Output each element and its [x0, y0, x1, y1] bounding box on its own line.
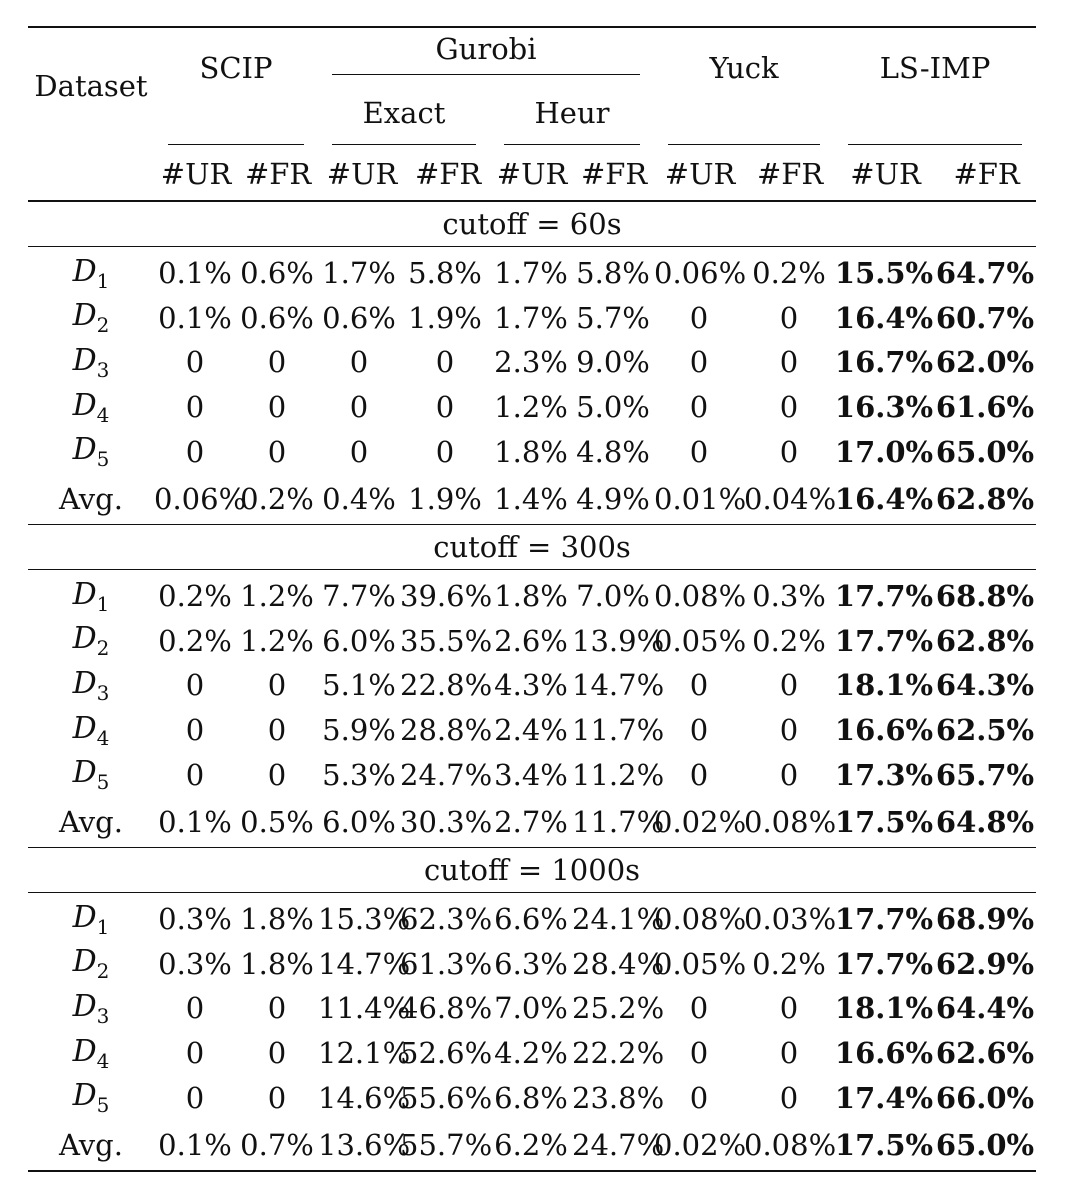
dataset-symbol: D [72, 298, 97, 334]
dataset-symbol: D [72, 755, 97, 791]
yuck-ur-header: #UR [664, 157, 736, 191]
value-cell: 5.0% [576, 390, 650, 425]
avg-value-cell: 0.1% [158, 1127, 232, 1162]
value-cell: 35.5% [400, 623, 493, 658]
value-cell: 0 [779, 668, 799, 703]
value-cell: 14.7% [318, 946, 411, 981]
dataset-symbol: D [72, 432, 97, 468]
value-cell: 62.0% [935, 345, 1035, 380]
value-cell: 4.3% [494, 668, 568, 703]
value-cell: 0 [267, 1080, 287, 1115]
dataset-symbol: D [72, 899, 97, 935]
header-exact-label: Exact [362, 96, 446, 130]
value-cell: 61.3% [400, 946, 493, 981]
value-cell: 28.4% [572, 946, 665, 981]
value-cell: 0.2% [158, 623, 232, 658]
value-cell: 4.2% [494, 1036, 568, 1071]
value-cell: 0 [185, 757, 205, 792]
avg-value-cell: 24.7% [572, 1127, 665, 1162]
dataset-subscript: 2 [96, 959, 110, 984]
value-cell: 16.6% [834, 1036, 934, 1071]
value-cell: 0 [689, 1036, 709, 1071]
value-cell: 0 [267, 991, 287, 1026]
heur-fr-header: #FR [580, 157, 648, 191]
dataset-symbol: D [72, 988, 97, 1024]
value-cell: 28.8% [400, 713, 493, 748]
header-dataset: Dataset [34, 69, 148, 103]
value-cell: 0.05% [654, 623, 747, 658]
avg-value-cell: 55.7% [400, 1127, 493, 1162]
dataset-subscript: 1 [96, 268, 110, 293]
value-cell: 5.8% [576, 256, 650, 291]
value-cell: 0.6% [322, 300, 396, 335]
dataset-name-cell [28, 296, 154, 341]
value-cell: 0 [185, 991, 205, 1026]
value-cell: 65.7% [935, 757, 1035, 792]
table-row [28, 429, 1036, 474]
value-cell: 0 [779, 991, 799, 1026]
heur-ur-header: #UR [496, 157, 568, 191]
avg-value-cell: 0.7% [240, 1127, 314, 1162]
dataset-symbol: D [72, 1033, 97, 1069]
value-cell: 0 [435, 390, 455, 425]
value-cell: 5.8% [408, 256, 482, 291]
table-row [28, 1075, 1036, 1120]
section-header-row [28, 524, 1036, 569]
value-cell: 11.7% [572, 713, 665, 748]
dataset-subscript: 5 [96, 770, 110, 795]
value-cell: 0.3% [158, 902, 232, 937]
value-cell: 7.0% [576, 579, 650, 614]
value-cell: 46.8% [400, 991, 493, 1026]
value-cell: 5.1% [322, 668, 396, 703]
value-cell: 0 [185, 390, 205, 425]
value-cell: 0 [779, 434, 799, 469]
value-cell: 17.7% [834, 946, 934, 981]
value-cell: 18.1% [834, 991, 934, 1026]
average-row [28, 474, 1036, 525]
value-cell: 1.2% [240, 579, 314, 614]
table-row [28, 569, 1036, 618]
lsimp-ur-header: #UR [850, 157, 921, 191]
value-cell: 64.7% [935, 256, 1035, 291]
value-cell: 16.4% [834, 300, 934, 335]
value-cell: 25.2% [572, 991, 665, 1026]
dataset-name-cell [28, 942, 154, 987]
dataset-symbol: D [72, 253, 97, 289]
table-row [28, 942, 1036, 987]
value-cell: 0 [267, 713, 287, 748]
avg-value-cell: 17.5% [834, 804, 934, 839]
dataset-subscript: 3 [96, 357, 110, 382]
value-cell: 0 [779, 390, 799, 425]
value-cell: 0 [779, 345, 799, 380]
value-cell: 7.7% [322, 579, 396, 614]
avg-value-cell: 6.2% [494, 1127, 568, 1162]
results-table [28, 26, 1036, 1172]
table-row [28, 385, 1036, 430]
dataset-symbol: D [72, 665, 97, 701]
avg-value-cell: 65.0% [935, 1127, 1035, 1162]
dataset-subscript: 3 [96, 680, 110, 705]
avg-value-cell: 0.04% [744, 481, 837, 516]
value-cell: 6.8% [494, 1080, 568, 1115]
value-cell: 0 [689, 434, 709, 469]
value-cell: 0 [185, 713, 205, 748]
dataset-name-cell [28, 429, 154, 474]
value-cell: 0 [689, 713, 709, 748]
value-cell: 62.3% [400, 902, 493, 937]
avg-value-cell: 0.02% [654, 1127, 747, 1162]
header-gurobi [318, 27, 654, 82]
dataset-name-cell [28, 247, 154, 296]
value-cell: 16.7% [834, 345, 934, 380]
value-cell: 62.8% [935, 623, 1035, 658]
dataset-subscript: 4 [96, 402, 110, 427]
heur-subheaders [490, 144, 654, 201]
value-cell: 0.3% [752, 579, 826, 614]
value-cell: 12.1% [318, 1036, 411, 1071]
avg-value-cell: 0.1% [158, 804, 232, 839]
avg-value-cell: 30.3% [400, 804, 493, 839]
average-row [28, 1120, 1036, 1171]
dataset-symbol: D [72, 944, 97, 980]
dataset-subscript: 1 [96, 914, 110, 939]
scip-subheaders [154, 144, 318, 201]
table-row [28, 892, 1036, 941]
value-cell: 0 [185, 668, 205, 703]
lsimp-fr-header: #FR [953, 157, 1020, 191]
dataset-subscript: 4 [96, 1048, 110, 1073]
value-cell: 0 [349, 390, 369, 425]
value-cell: 11.4% [318, 991, 411, 1026]
avg-value-cell: 2.7% [494, 804, 568, 839]
dataset-symbol: D [72, 342, 97, 378]
header-yuck [654, 27, 834, 144]
value-cell: 1.7% [322, 256, 396, 291]
avg-value-cell: 17.5% [834, 1127, 934, 1162]
value-cell: 0 [267, 1036, 287, 1071]
value-cell: 0.3% [158, 946, 232, 981]
dataset-subscript: 2 [96, 313, 110, 338]
value-cell: 0.2% [752, 946, 826, 981]
value-cell: 0 [689, 757, 709, 792]
header-spacer [28, 144, 154, 201]
avg-value-cell: 0.01% [654, 481, 747, 516]
header-heur-label: Heur [534, 96, 610, 130]
avg-value-cell: 13.6% [318, 1127, 411, 1162]
value-cell: 62.9% [935, 946, 1035, 981]
dataset-name-cell [28, 986, 154, 1031]
dataset-name-cell [28, 752, 154, 797]
value-cell: 15.5% [834, 256, 934, 291]
dataset-symbol: D [72, 576, 97, 612]
value-cell: 52.6% [400, 1036, 493, 1071]
value-cell: 22.8% [400, 668, 493, 703]
value-cell: 0.1% [158, 300, 232, 335]
table-row [28, 708, 1036, 753]
value-cell: 0 [689, 390, 709, 425]
value-cell: 0.03% [744, 902, 837, 937]
value-cell: 0 [689, 300, 709, 335]
avg-value-cell: 16.4% [834, 481, 934, 516]
value-cell: 5.3% [322, 757, 396, 792]
avg-label: Avg. [59, 804, 123, 839]
value-cell: 68.9% [935, 902, 1035, 937]
table-row [28, 619, 1036, 664]
value-cell: 61.6% [935, 390, 1035, 425]
avg-value-cell: 6.0% [322, 804, 396, 839]
avg-value-cell: 64.8% [935, 804, 1035, 839]
value-cell: 0.1% [158, 256, 232, 291]
value-cell: 0.6% [240, 300, 314, 335]
value-cell: 5.9% [322, 713, 396, 748]
dataset-name-cell [28, 663, 154, 708]
avg-label: Avg. [59, 481, 123, 516]
dataset-name-cell [28, 569, 154, 618]
section-header-row [28, 201, 1036, 247]
dataset-subscript: 5 [96, 447, 110, 472]
dataset-name-cell [28, 385, 154, 430]
section-label: cutoff = 1000s [423, 852, 641, 887]
avg-value-cell: 0.02% [654, 804, 747, 839]
value-cell: 0 [779, 1036, 799, 1071]
section-header-row [28, 847, 1036, 892]
value-cell: 24.7% [400, 757, 493, 792]
value-cell: 17.7% [834, 579, 934, 614]
value-cell: 62.6% [935, 1036, 1035, 1071]
dataset-name-cell [28, 1031, 154, 1076]
value-cell: 64.4% [935, 991, 1035, 1026]
value-cell: 0.6% [240, 256, 314, 291]
avg-label: Avg. [59, 1127, 123, 1162]
dataset-symbol: D [72, 387, 97, 423]
table-row [28, 296, 1036, 341]
dataset-name-cell [28, 619, 154, 664]
value-cell: 13.9% [572, 623, 665, 658]
header-exact [318, 82, 490, 144]
value-cell: 1.2% [494, 390, 568, 425]
avg-value-cell: 4.9% [576, 481, 650, 516]
value-cell: 0 [779, 300, 799, 335]
value-cell: 6.3% [494, 946, 568, 981]
lsimp-subheaders [834, 144, 1036, 201]
avg-value-cell: 0.08% [744, 804, 837, 839]
table-row [28, 752, 1036, 797]
value-cell: 0.2% [158, 579, 232, 614]
value-cell: 64.3% [935, 668, 1035, 703]
scip-ur-header: #UR [160, 157, 232, 191]
avg-value-cell: 1.9% [408, 481, 482, 516]
value-cell: 0 [779, 1080, 799, 1115]
value-cell: 2.4% [494, 713, 568, 748]
dataset-subscript: 2 [96, 636, 110, 661]
value-cell: 0 [267, 345, 287, 380]
value-cell: 7.0% [494, 991, 568, 1026]
value-cell: 0.2% [752, 256, 826, 291]
value-cell: 0.2% [752, 623, 826, 658]
avg-value-cell: 0.5% [240, 804, 314, 839]
value-cell: 15.3% [318, 902, 411, 937]
header-heur [490, 82, 654, 144]
value-cell: 0 [349, 434, 369, 469]
value-cell: 0 [689, 991, 709, 1026]
value-cell: 2.3% [494, 345, 568, 380]
value-cell: 0 [349, 345, 369, 380]
exact-subheaders [318, 144, 490, 201]
value-cell: 0 [435, 345, 455, 380]
value-cell: 0 [779, 757, 799, 792]
value-cell: 0 [689, 668, 709, 703]
value-cell: 0.05% [654, 946, 747, 981]
gurobi-cmidrule [332, 74, 640, 75]
value-cell: 1.7% [494, 256, 568, 291]
avg-value-cell: 62.8% [935, 481, 1035, 516]
value-cell: 5.7% [576, 300, 650, 335]
value-cell: 2.6% [494, 623, 568, 658]
value-cell: 1.9% [408, 300, 482, 335]
value-cell: 18.1% [834, 668, 934, 703]
avg-value-cell: 0.08% [744, 1127, 837, 1162]
dataset-symbol: D [72, 621, 97, 657]
value-cell: 0 [267, 390, 287, 425]
value-cell: 65.0% [935, 434, 1035, 469]
value-cell: 1.2% [240, 623, 314, 658]
value-cell: 11.2% [572, 757, 665, 792]
avg-value-cell: 11.7% [572, 804, 665, 839]
dataset-name-cell [28, 708, 154, 753]
value-cell: 17.0% [834, 434, 934, 469]
value-cell: 6.0% [322, 623, 396, 658]
section-label: cutoff = 300s [433, 529, 631, 564]
value-cell: 17.7% [834, 623, 934, 658]
header-scip-label: SCIP [199, 51, 273, 85]
value-cell: 0.06% [654, 256, 747, 291]
dataset-subscript: 4 [96, 725, 110, 750]
header-scip [154, 27, 318, 144]
table-row [28, 663, 1036, 708]
value-cell: 1.7% [494, 300, 568, 335]
header-lsimp-label: LS-IMP [879, 51, 991, 85]
avg-value-cell: 1.4% [494, 481, 568, 516]
value-cell: 0 [267, 668, 287, 703]
dataset-name-cell [28, 1075, 154, 1120]
table-body [28, 201, 1036, 1171]
header-yuck-label: Yuck [709, 51, 779, 85]
header-lsimp [834, 27, 1036, 144]
value-cell: 0 [185, 434, 205, 469]
dataset-subscript: 1 [96, 591, 110, 616]
value-cell: 39.6% [400, 579, 493, 614]
value-cell: 17.3% [834, 757, 934, 792]
value-cell: 9.0% [576, 345, 650, 380]
value-cell: 23.8% [572, 1080, 665, 1115]
value-cell: 55.6% [400, 1080, 493, 1115]
dataset-symbol: D [72, 1078, 97, 1114]
dataset-symbol: D [72, 710, 97, 746]
table-header [28, 27, 1036, 201]
value-cell: 0 [185, 345, 205, 380]
value-cell: 0 [185, 1036, 205, 1071]
value-cell: 1.8% [494, 434, 568, 469]
yuck-subheaders [654, 144, 834, 201]
value-cell: 0 [267, 757, 287, 792]
avg-value-cell: 0.06% [154, 481, 247, 516]
value-cell: 14.6% [318, 1080, 411, 1115]
dataset-name-cell [28, 340, 154, 385]
table-row [28, 986, 1036, 1031]
value-cell: 0 [267, 434, 287, 469]
value-cell: 0 [185, 1080, 205, 1115]
value-cell: 0 [435, 434, 455, 469]
value-cell: 22.2% [572, 1036, 665, 1071]
value-cell: 3.4% [494, 757, 568, 792]
table-row [28, 340, 1036, 385]
value-cell: 68.8% [935, 579, 1035, 614]
value-cell: 14.7% [572, 668, 665, 703]
value-cell: 16.3% [834, 390, 934, 425]
value-cell: 16.6% [834, 713, 934, 748]
table-row [28, 247, 1036, 296]
value-cell: 24.1% [572, 902, 665, 937]
yuck-fr-header: #FR [756, 157, 824, 191]
value-cell: 60.7% [935, 300, 1035, 335]
header-gurobi-label: Gurobi [435, 32, 537, 66]
exact-ur-header: #UR [326, 157, 398, 191]
exact-fr-header: #FR [414, 157, 482, 191]
table-row [28, 1031, 1036, 1076]
results-table-container [28, 26, 1036, 1172]
avg-value-cell: 0.2% [240, 481, 314, 516]
value-cell: 0 [689, 345, 709, 380]
dataset-name-cell [28, 892, 154, 941]
value-cell: 0.08% [654, 579, 747, 614]
value-cell: 0.08% [654, 902, 747, 937]
section-label: cutoff = 60s [442, 207, 622, 241]
average-row [28, 797, 1036, 848]
value-cell: 1.8% [494, 579, 568, 614]
value-cell: 17.7% [834, 902, 934, 937]
value-cell: 66.0% [935, 1080, 1035, 1115]
value-cell: 1.8% [240, 946, 314, 981]
scip-fr-header: #FR [244, 157, 312, 191]
value-cell: 1.8% [240, 902, 314, 937]
value-cell: 0 [689, 1080, 709, 1115]
dataset-subscript: 5 [96, 1093, 110, 1118]
value-cell: 62.5% [935, 713, 1035, 748]
value-cell: 17.4% [834, 1080, 934, 1115]
avg-value-cell: 0.4% [322, 481, 396, 516]
value-cell: 6.6% [494, 902, 568, 937]
value-cell: 0 [779, 713, 799, 748]
value-cell: 4.8% [576, 434, 650, 469]
dataset-subscript: 3 [96, 1003, 110, 1028]
